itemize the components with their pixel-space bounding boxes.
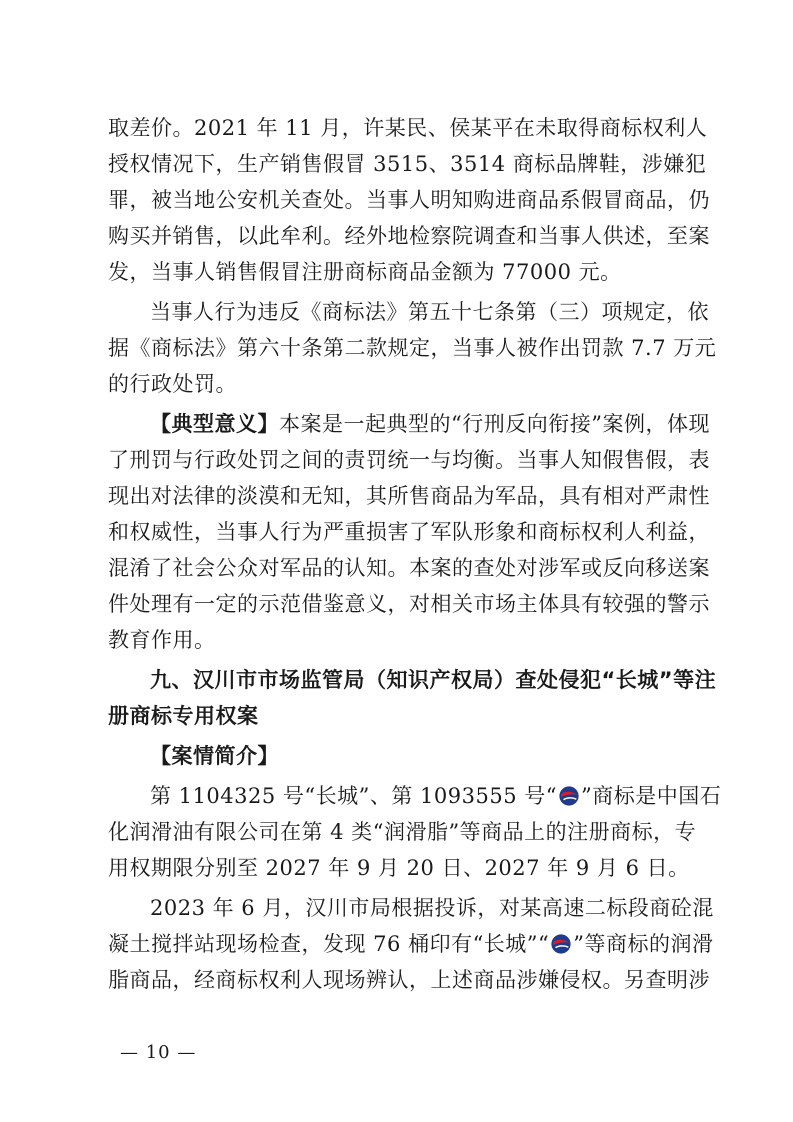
text-line: 了刑罚与行政处罚之间的责罚统一与均衡。当事人知假售假，表: [108, 448, 710, 472]
text-line: 混淆了社会公众对军品的认知。本案的查处对涉军或反向移送案: [108, 556, 710, 580]
text-fragment: ”等商标的润滑: [573, 932, 714, 956]
text-fragment: 本案是一起典型的“行刑反向衔接”案例，体现: [279, 412, 710, 436]
section-heading-significance: 【典型意义】: [150, 412, 279, 436]
text-line: [108, 926, 714, 962]
text-line: 化润滑油有限公司在第 4 类“润滑脂”等商品上的注册商标，专: [108, 820, 697, 844]
text-line: 件处理有一定的示范借鉴意义，对相关市场主体具有较强的警示: [108, 592, 710, 616]
text-line: 购买并销售，以此牟利。经外地检察院调查和当事人供述，至案: [108, 224, 710, 248]
text-line: 当事人行为违反《商标法》第五十七条第（三）项规定，依: [150, 300, 709, 324]
text-line: 的行政处罚。: [108, 372, 237, 396]
text-line: 罪，被当地公安机关查处。当事人明知购进商品系假冒商品，仍: [108, 188, 710, 212]
trademark-logo-icon: [550, 933, 572, 955]
text-line: 取差价。2021 年 11 月，许某民、侯某平在未取得商标权利人: [108, 116, 708, 140]
text-line: 现出对法律的淡漠和无知，其所售商品为军品，具有相对严肃性: [108, 484, 710, 508]
text-line: 教育作用。: [108, 628, 216, 652]
page-number: — 10 —: [120, 1042, 197, 1063]
text-line: 脂商品，经商标权利人现场辨认，上述商品涉嫌侵权。另查明涉: [108, 968, 710, 992]
text-fragment: 凝土搅拌站现场检查，发现 76 桶印有“长城”“: [108, 932, 550, 956]
text-line: 据《商标法》第六十条第二款规定，当事人被作出罚款 7.7 万元: [108, 336, 717, 360]
trademark-logo-icon: [558, 785, 580, 807]
text-fragment: ”商标是中国石: [580, 784, 722, 808]
text-line: 授权情况下，生产销售假冒 3515、3514 商标品牌鞋，涉嫌犯: [108, 152, 707, 176]
text-fragment: 第 1104325 号“长城”、第 1093555 号“: [150, 784, 557, 808]
text-line: 发，当事人销售假冒注册商标商品金额为 77000 元。: [108, 260, 622, 284]
text-line: [108, 778, 722, 814]
text-line: 和权威性，当事人行为严重损害了军队形象和商标权利人利益，: [108, 520, 710, 544]
text-line: 用权期限分别至 2027 年 9 月 20 日、2027 年 9 月 6 日。: [108, 856, 690, 880]
section-heading-case-summary: 【案情简介】: [150, 744, 279, 768]
case-title: 九、汉川市市场监管局（知识产权局）查处侵犯“长城”等注: [150, 668, 717, 692]
document-body: [108, 110, 722, 998]
text-line: [108, 406, 710, 442]
case-title-continued: 册商标专用权案: [108, 704, 259, 728]
text-line: 2023 年 6 月，汉川市局根据投诉，对某高速二标段商砼混: [150, 896, 714, 920]
